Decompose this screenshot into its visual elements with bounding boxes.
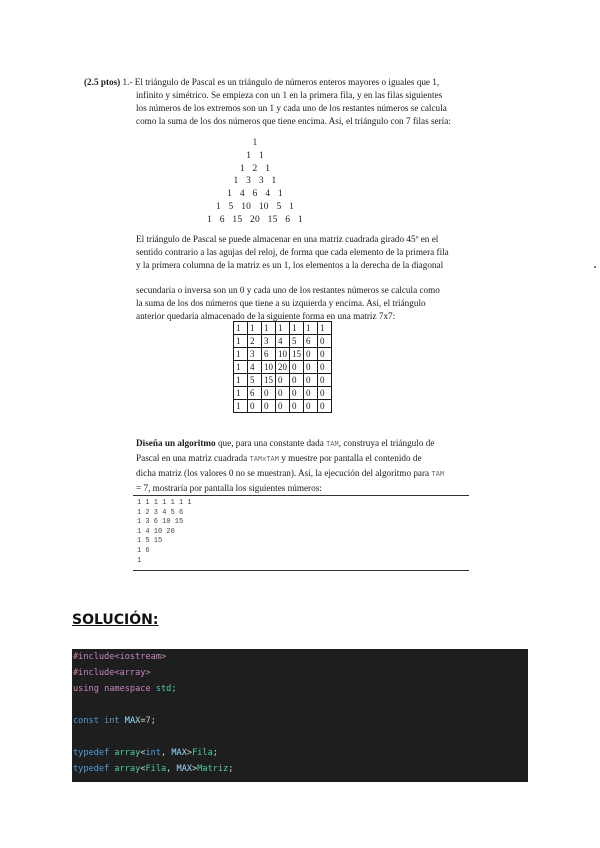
matrix-cell: 1 [234, 348, 248, 361]
tam-constant: TAM [326, 441, 339, 449]
matrix-table-wrapper [233, 321, 332, 413]
matrix-row [234, 361, 332, 374]
matrix-cell: 0 [318, 400, 332, 413]
matrix-row [234, 387, 332, 400]
matrix-cell: 0 [290, 361, 304, 374]
output-line: 1 [137, 556, 142, 565]
matrix-cell: 3 [262, 335, 276, 348]
matrix-cell: 20 [276, 361, 290, 374]
matrix-cell: 0 [276, 374, 290, 387]
matrix-cell: 0 [318, 374, 332, 387]
matrix-cell: 0 [304, 348, 318, 361]
points-label: (2.5 ptos) [84, 77, 121, 87]
matrix-cell: 5 [290, 335, 304, 348]
tamxtam-label: TAMxTAM [249, 456, 279, 464]
preprocessor-token: #include [73, 652, 115, 662]
namespace-token: std; [155, 684, 177, 694]
task-text: , construya el triángulo de [338, 438, 435, 448]
output-line: 1 2 3 4 5 6 [137, 508, 184, 517]
identifier-token: MAX [124, 716, 141, 726]
matrix-cell: 15 [290, 348, 304, 361]
code-block[interactable] [72, 649, 528, 782]
type-name-token: Matriz [197, 764, 229, 774]
punct-token: < [140, 748, 146, 758]
include-target: <array> [114, 668, 151, 678]
matrix-cell: 1 [262, 322, 276, 335]
matrix-cell: 0 [262, 387, 276, 400]
matrix-cell: 10 [262, 361, 276, 374]
secondary-line-1: secundaria o inversa son un 0 y cada uno de los restantes números se calcula como [136, 285, 440, 295]
punct-token: ; [212, 748, 218, 758]
matrix-cell: 0 [318, 387, 332, 400]
punct-token: , [166, 764, 177, 774]
code-line [72, 681, 528, 697]
matrix-cell: 5 [248, 374, 262, 387]
identifier-token: MAX [176, 764, 193, 774]
secondary-line-2: la suma de los dos números que tiene a su izquierda y encima. Así, el triángulo [136, 298, 426, 308]
matrix-cell: 1 [318, 322, 332, 335]
operator-token: = [140, 716, 146, 726]
triangle-row: 1 3 3 1 [233, 176, 277, 187]
matrix-cell: 0 [276, 400, 290, 413]
output-line: 1 5 15 [137, 537, 163, 546]
matrix-cell: 1 [234, 361, 248, 374]
matrix-cell: 1 [234, 374, 248, 387]
matrix-cell: 1 [248, 322, 262, 335]
matrix-cell: 0 [304, 361, 318, 374]
task-paragraph [136, 437, 496, 495]
punct-token: > [192, 764, 198, 774]
matrix-cell: 0 [318, 348, 332, 361]
stray-mark [594, 266, 596, 268]
intro-line-1: 1.- El triángulo de Pascal es un triángulo de números enteros mayores o iguales que 1, [120, 77, 440, 87]
storage-line-2: sentido contrario a las agujas del reloj, de forma que cada elemento de la primera fila [136, 247, 449, 257]
matrix-cell: 0 [276, 387, 290, 400]
code-line [72, 649, 528, 665]
matrix-cell: 1 [234, 400, 248, 413]
type-name-token: Fila [145, 764, 167, 774]
output-line: 1 1 1 1 1 1 1 [137, 499, 192, 507]
matrix-cell: 0 [304, 387, 318, 400]
matrix-cell: 4 [248, 361, 262, 374]
matrix-row [234, 322, 332, 335]
intro-line-4: como la suma de los dos números que tiene encima. Así, el triángulo con 7 filas sería: [136, 116, 451, 126]
keyword-token: typedef [73, 748, 110, 758]
problem-intro [84, 76, 504, 128]
task-line-4: = 7, mostraría por pantalla los siguientes números: [136, 483, 322, 493]
secondary-line-3: anterior quedaría almacenado de la siguiente forma en una matriz 7x7: [136, 311, 396, 321]
keyword-token: using [73, 684, 99, 694]
code-line-blank [72, 697, 528, 713]
matrix-cell: 0 [248, 400, 262, 413]
preprocessor-token: #include [73, 668, 115, 678]
matrix-cell: 1 [234, 387, 248, 400]
matrix-cell: 0 [290, 374, 304, 387]
code-line [72, 713, 528, 729]
matrix-cell: 6 [262, 348, 276, 361]
tam-constant: TAM [431, 471, 445, 479]
matrix-cell: 2 [248, 335, 262, 348]
task-text: y muestre por pantalla el contenido de [278, 453, 422, 463]
keyword-token: typedef [73, 764, 110, 774]
type-token: array [114, 764, 141, 774]
type-token: int [104, 716, 120, 726]
punct-token: ; [150, 716, 156, 726]
matrix-cell: 6 [304, 335, 318, 348]
output-line: 1 6 [137, 546, 150, 555]
matrix-cell: 1 [290, 322, 304, 335]
punct-token: ; [228, 764, 234, 774]
include-target: <iostream> [114, 652, 167, 662]
task-bold: Diseña un algoritmo [136, 438, 216, 448]
matrix-cell: 15 [262, 374, 276, 387]
punct-token: , [161, 748, 172, 758]
matrix-cell: 0 [304, 400, 318, 413]
matrix-row [234, 374, 332, 387]
matrix-cell: 1 [234, 322, 248, 335]
matrix-row [234, 400, 332, 413]
output-line: 1 4 10 20 [137, 527, 175, 536]
matrix-cell: 0 [318, 361, 332, 374]
punct-token: > [186, 748, 193, 758]
keyword-token: namespace [104, 684, 151, 694]
identifier-token: MAX [171, 748, 187, 758]
matrix-cell: 0 [304, 374, 318, 387]
code-line [72, 761, 528, 777]
type-token: array [114, 748, 141, 758]
keyword-token: const [73, 716, 99, 726]
code-line-blank [72, 729, 528, 745]
code-line [72, 665, 528, 681]
intro-line-2: infinito y simétrico. Se empieza con un 1 en la primera fila, y en las filas siguientes [136, 90, 443, 100]
matrix-cell: 1 [234, 335, 248, 348]
pascal-triangle [190, 137, 320, 227]
matrix-row [234, 348, 332, 361]
task-text: que, para una constante dada [215, 438, 327, 448]
storage-line-1: El triángulo de Pascal se puede almacenar en una matriz cuadrada girado 45º en el [136, 234, 439, 244]
output-line: 1 3 6 10 15 [137, 518, 184, 527]
matrix-cell: 1 [304, 322, 318, 335]
storage-line-3: y la primera columna de la matriz es un 1, los elementos a la derecha de la diagonal [136, 260, 444, 270]
triangle-row: 1 1 [246, 150, 264, 161]
triangle-row: 1 6 15 20 15 6 1 [207, 214, 303, 225]
matrix-cell: 4 [276, 335, 290, 348]
triangle-row: 1 2 1 [239, 163, 271, 174]
number-token: 7 [145, 716, 151, 726]
code-line [72, 745, 528, 761]
matrix-cell: 0 [262, 400, 276, 413]
type-name-token: Fila [192, 748, 213, 758]
matrix-row [234, 335, 332, 348]
task-text: dicha matriz (los valores 0 no se muestran). Así, la ejecución del algoritmo para [136, 468, 432, 478]
matrix-cell: 10 [276, 348, 290, 361]
secondary-paragraph [136, 284, 476, 323]
expected-output [133, 495, 469, 571]
matrix-cell: 6 [248, 387, 262, 400]
solution-heading: SOLUCIÓN: [72, 612, 159, 628]
triangle-row: 1 5 10 10 5 1 [215, 201, 295, 212]
punct-token: < [140, 764, 146, 774]
matrix-cell: 0 [290, 400, 304, 413]
matrix-cell: 1 [276, 322, 290, 335]
matrix-cell: 0 [290, 387, 304, 400]
type-token: int [145, 748, 161, 758]
storage-paragraph [136, 233, 498, 272]
triangle-row: 1 [252, 138, 258, 148]
matrix-cell: 3 [248, 348, 262, 361]
matrix-cell: 0 [318, 335, 332, 348]
intro-line-3: los números de los extremos son un 1 y cada uno de los restantes números se calcula [136, 103, 447, 113]
triangle-row: 1 4 6 4 1 [227, 189, 283, 200]
task-text: Pascal en una matriz cuadrada [136, 453, 250, 463]
pascal-matrix-table [233, 321, 332, 413]
